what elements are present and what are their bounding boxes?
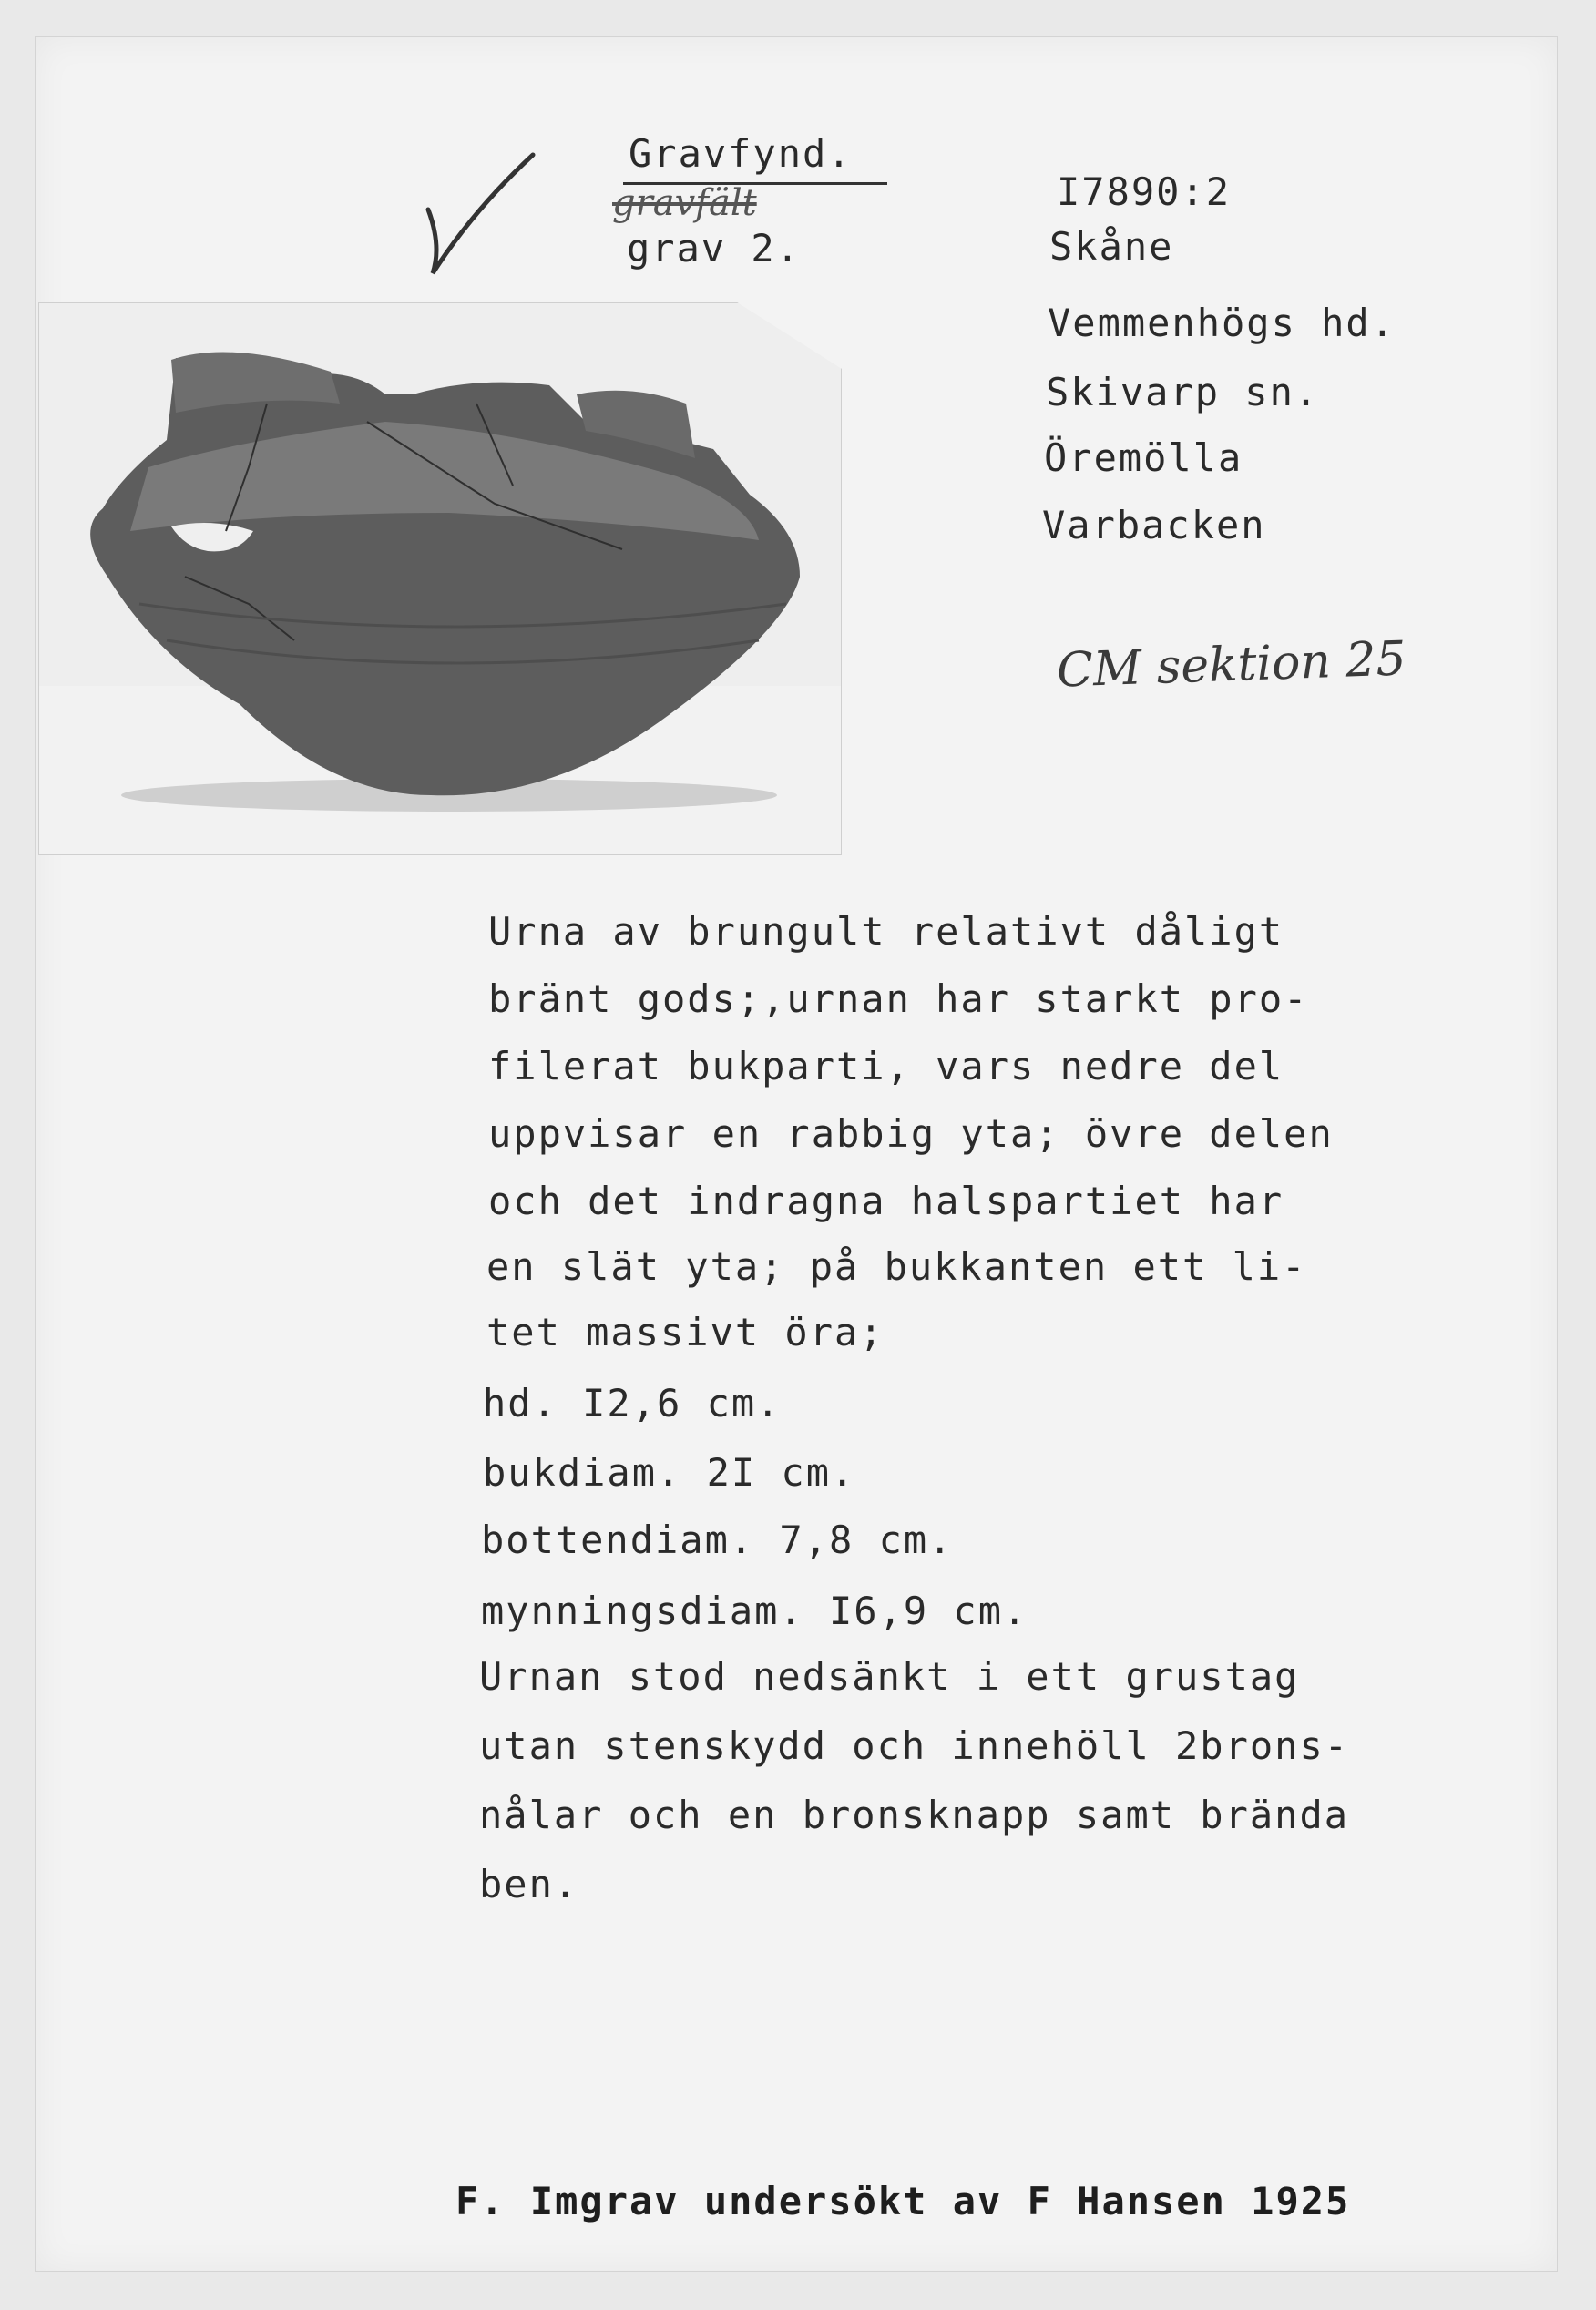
description-line: nålar och en bronsknapp samt brända [479, 1793, 1350, 1837]
description-line: hd. I2,6 cm. [483, 1381, 782, 1426]
location-line: Vemmenhögs hd. [1048, 301, 1396, 345]
description-line: uppvisar en rabbig yta; övre delen [488, 1111, 1334, 1156]
check-mark-icon [419, 146, 547, 282]
header-title: Gravfynd. [629, 131, 853, 176]
description-line: tet massivt öra; [486, 1310, 885, 1354]
header-subtitle: grav 2. [627, 226, 802, 271]
record-number: I7890:2 [1057, 169, 1232, 214]
description-line: och det indragna halspartiet har [488, 1179, 1284, 1223]
description-line: Urna av brungult relativt dåligt [488, 909, 1284, 954]
description-line: bukdiam. 2I cm. [483, 1450, 856, 1495]
location-line: Skivarp sn. [1046, 370, 1320, 414]
description-line: en slät yta; på bukkanten ett li- [486, 1244, 1307, 1289]
description-line: utan stenskydd och innehöll 2brons- [479, 1723, 1350, 1768]
excavation-footer: F. Imgrav undersökt av F Hansen 1925 [455, 2179, 1351, 2223]
location-line: Varbacken [1042, 503, 1266, 547]
urn-image [39, 303, 841, 854]
description-line: bränt gods;,urnan har starkt pro- [488, 976, 1309, 1021]
urn-photograph [38, 302, 842, 855]
description-line: bottendiam. 7,8 cm. [481, 1518, 954, 1562]
location-line: Skåne [1049, 224, 1174, 269]
description-line: filerat bukparti, vars nedre del [488, 1044, 1284, 1089]
handwritten-correction: gravfält [612, 182, 757, 224]
location-line: Öremölla [1044, 435, 1243, 480]
handwritten-note: CM sektion 25 [1056, 631, 1407, 699]
description-line: ben. [479, 1862, 579, 1906]
description-line: mynningsdiam. I6,9 cm. [481, 1589, 1028, 1633]
description-line: Urnan stod nedsänkt i ett grustag [479, 1654, 1300, 1699]
